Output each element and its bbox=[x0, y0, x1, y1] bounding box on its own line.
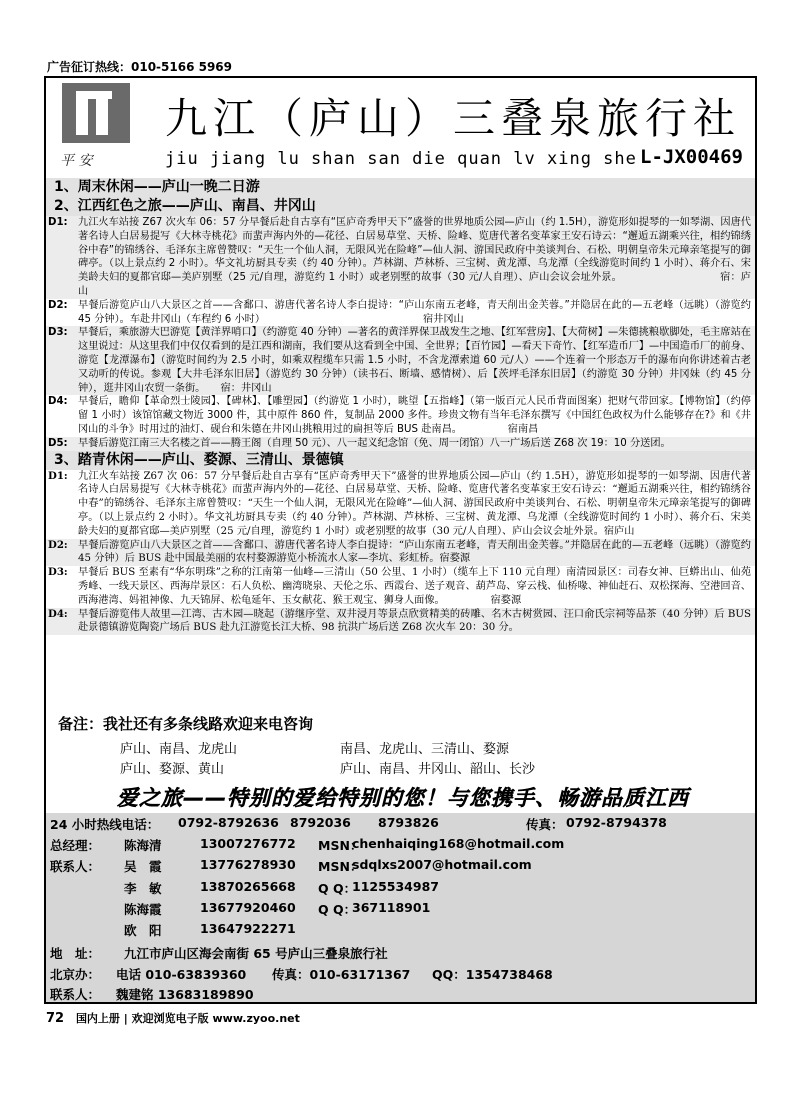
license-number: L-JX00469 bbox=[640, 146, 743, 168]
address: 九江市庐山区海会南街 65 号庐山三叠泉旅行社 bbox=[124, 946, 388, 961]
contact-im[interactable]: 1125534987 bbox=[352, 879, 439, 894]
day-label: D1: bbox=[48, 217, 68, 228]
contact-im-label: MSN： bbox=[318, 859, 363, 874]
seal-text: 平 安 bbox=[60, 153, 93, 169]
day-item bbox=[46, 608, 755, 636]
day-text: 早餐后，乘旅游大巴游览【黄洋界哨口】（约游览 40 分钟）—著名的黄洋界保卫战发生之地、【红军营房】、【大荷树】—朱德挑粮歇脚处，毛主席站在这里说过：从这里我们中仅仅看到的是江西和湖南，我们要从这看到全中国、全世界；【百竹园】—看天下奇竹、【红军造币厂】—中国造币厂的前身、游览【龙潭瀑布】（游览时间约为 2.5 小时，如乘双程缆车只需 1.5 小时，不含龙潭索道 60 元/人）——个连着一个形态万千的瀑布向你讲述着古老又动听的传说。参观【大井毛泽东旧居】（游览约 30 分钟）（读书石、断墙、感情树）、后【茨坪毛泽东旧居】（约游览 30 分钟）井冈妹（约 45 分钟），逛井冈山农贸一条街。 宿：井冈山 bbox=[78, 327, 751, 394]
day-text: 九江火车站接 Z67 次火车 06：57 分早餐后赴自古享有“匡庐奇秀甲天下”盛誉的世界地质公园—庐山（约 1.5H），游览形如提琴的一如琴湖、因唐代著名诗人白居易提写《大林寺桃花》而蜚声海内外的—花径、白居易草堂、天桥、险峰、览唐代著名变革家王安石诗云：“邂逅五湖乘兴往，相约锦绣谷中春”的锦绣谷、毛泽东主席曾赞叹：“天生一个仙人洞，无限风光在险峰”—仙人洞、游国民政府中美谈判台、石松、明朝皇帝朱元璋亲笔提写的御碑亭。（以上景点约 2 小时）。华文礼坊厨具专卖（约 40 分钟）。芦林湖、芦林桥、三宝树、黄龙潭、乌龙潭（全线游览时间约 1 小时）、蒋介石、宋美龄夫妇的夏都官邸—美庐别墅（25 元/自理，游览约 1 小时）或老别墅的故事（30 元/人自理）、庐山会议会址外景。 宿：庐山 bbox=[78, 217, 751, 297]
day-label: D3: bbox=[48, 566, 68, 579]
day-item bbox=[46, 326, 755, 395]
hotline-label: 24 小时热线电话： bbox=[50, 817, 160, 832]
day-text: 早餐后，瞻仰【革命烈士陵园】、【碑林】、【雕塑园】（约游览 1 小时），眺望【五指峰】（第一版百元人民币背面图案）把财气带回家。【博物馆】（约停留 1 小时）该馆馆藏文物近 3000 件，其中原件 860 件，复制品 2000 多件。珍贵文物有当年毛泽东撰写《中国红色政权为什么能够存在?》和《井冈山的斗争》时用过的油灯、砚台和朱德在井冈山挑粮用过的扁担等后 BUS 赴南昌。 宿南昌 bbox=[78, 396, 751, 435]
route-suggestion: 南昌、龙虎山、三清山、婺源 bbox=[340, 742, 510, 757]
contact-phone[interactable]: 13677920460 bbox=[200, 900, 296, 915]
ad-hotline: 广告征订热线：010-5166 5969 bbox=[47, 60, 233, 74]
footer-tagline: 欢迎浏览电子版 bbox=[131, 1012, 209, 1025]
day-text: 九江火车站接 Z67 次 06：57 分早餐后赴自古享有“匡庐奇秀甲天下”盛誉的世界地质公园—庐山（约 1.5H），游览形如提琴的一如琴湖、因唐代著名诗人白居易提写《大林寺桃花》而蜚声海内外的—花径、白居易草堂、天桥、险峰、览唐代著名变革家王安石诗云：“邂逅五湖乘兴往，相约锦绣谷中春”的锦绣谷、毛泽东主席曾赞叹：“天生一个仙人洞，无限风光在险峰”—仙人洞、游国民政府中美谈判台、石松、明朝皇帝朱元璋亲笔提写的御碑亭。（以上景点约 2 小时）。华文礼坊厨具专卖（约 40 分钟）。芦林湖、芦林桥、三宝树、黄龙潭、乌龙潭（全线游览时间约 1 小时）、蒋介石、宋美龄夫妇的夏都官邸—美庐别墅（25 元/自理，游览约 1 小时）或老别墅的故事（30 元/人自理）、庐山会议会址外景。宿庐山 bbox=[78, 470, 751, 537]
day-label: D4: bbox=[48, 607, 68, 620]
day-item bbox=[46, 216, 755, 299]
gm-msn[interactable]: chenhaiqing168@hotmail.com bbox=[352, 836, 565, 851]
day-item bbox=[46, 299, 755, 327]
day-item bbox=[46, 437, 755, 451]
hotline-number[interactable]: 8793826 bbox=[378, 815, 439, 830]
day-item bbox=[46, 395, 755, 436]
company-pinyin: jiu jiang lu shan san die quan lv xing she bbox=[165, 149, 637, 169]
day-text: 早餐后游览庐山八大景区之首——含鄱口、游唐代著名诗人李白提诗：“庐山东南五老峰，青天削出金芙蓉。”并隐居在此的—五老峰（远眺）（游览约 45 分钟）。车赴井冈山（车程约 6 小时） 宿井冈山 bbox=[78, 299, 751, 325]
footer-section: 国内上册 bbox=[75, 1012, 120, 1025]
contact-phone[interactable]: 13776278930 bbox=[200, 857, 296, 872]
day-label: D5: bbox=[48, 437, 68, 449]
contact-label: 联系人： bbox=[50, 859, 101, 874]
page-number: 72 bbox=[46, 1011, 65, 1026]
route-title: 3、踏青休闲——庐山、婺源、三清山、景德镇 bbox=[46, 451, 755, 470]
company-name: 九江（庐山）三叠泉旅行社 bbox=[165, 94, 742, 143]
gm-name: 陈海清 bbox=[124, 838, 162, 853]
fax-label: 传真： bbox=[526, 817, 564, 832]
contact-im[interactable]: 367118901 bbox=[352, 900, 431, 915]
beijing-phone[interactable]: 电话 010-63839360 bbox=[116, 967, 247, 982]
route-title: 1、周末休闲——庐山一晚二日游 bbox=[46, 178, 755, 197]
gm-phone[interactable]: 13007276772 bbox=[200, 836, 296, 851]
contact-name: 欧 阳 bbox=[124, 923, 162, 938]
address-label: 地 址： bbox=[50, 946, 101, 961]
footer-separator: | bbox=[123, 1012, 128, 1025]
contact-im-label: Q Q： bbox=[318, 902, 357, 917]
company-logo bbox=[62, 83, 130, 143]
day-text: 早餐后游览庐山八大景区之首——含鄱口、游唐代著名诗人李白提诗：“庐山东南五老峰，青天削出金芙蓉。”并隐居在此的—五老峰（远眺）（游览约 45 分钟）后 BUS 赴中国最美丽的农村婺源游览小桥流水人家—李坑、彩虹桥。宿婺源 bbox=[78, 539, 751, 565]
contact-name: 陈海霞 bbox=[124, 902, 162, 917]
route-list bbox=[46, 178, 755, 635]
route-title: 2、江西红色之旅——庐山、南昌、井冈山 bbox=[46, 197, 755, 216]
beijing-qq[interactable]: QQ：1354738468 bbox=[432, 967, 553, 982]
beijing-label: 北京办： bbox=[50, 967, 101, 982]
day-item bbox=[46, 470, 755, 539]
note-title: 备注：我社还有多条线路欢迎来电咨询 bbox=[58, 715, 314, 733]
contact-im[interactable]: sdqlxs2007@hotmail.com bbox=[352, 857, 532, 872]
beijing-fax: 传真：010-63171367 bbox=[272, 967, 411, 982]
fax-number: 0792-8794378 bbox=[566, 815, 667, 830]
day-label: D3: bbox=[48, 327, 68, 339]
day-label: D4: bbox=[48, 396, 68, 408]
hotline-number[interactable]: 0792-8792636 bbox=[178, 815, 279, 830]
day-text: 早餐后 BUS 至素有“华东明珠”之称的江南第一仙峰—三清山（50 公里、1 小时）（缆车上下 110 元自理）南清园景区：司春女神、巨蟒出山、仙苑秀峰、一线天景区、西海岸景区：石人负松、幽湾晓泉、天伦之乐、西霞台、送子观音、葫芦岛、穿云栈、仙桥喙、神仙赶石、双松探海、空港回音、西海港湾、妈祖神像、九天锦屏、松龟延年、玉女献花、猴王观宝、狮身人面像。 宿婺源 bbox=[78, 567, 751, 606]
footer bbox=[46, 1010, 300, 1026]
contact-name: 李 敏 bbox=[124, 881, 162, 896]
route-suggestion: 庐山、南昌、龙虎山 bbox=[120, 742, 238, 757]
gm-label: 总经理： bbox=[50, 838, 101, 853]
day-text: 早餐后游览江南三大名楼之首——腾王阁（自理 50 元）、八一起义纪念馆（免、周一闭馆）八一广场后送 Z68 次 19：10 分送团。 bbox=[78, 437, 671, 449]
contact-im-label: Q Q： bbox=[318, 881, 357, 896]
contact-phone[interactable]: 13870265668 bbox=[200, 879, 296, 894]
day-label: D2: bbox=[48, 299, 68, 311]
footer-url[interactable]: www.zyoo.net bbox=[212, 1012, 300, 1025]
bj-contact: 魏建铭 13683189890 bbox=[116, 987, 254, 1002]
msn-label: MSN： bbox=[318, 838, 363, 853]
route-suggestion: 庐山、婺源、黄山 bbox=[120, 762, 225, 777]
contact-phone[interactable]: 13647922271 bbox=[200, 921, 296, 936]
day-item bbox=[46, 566, 755, 607]
day-label: D2: bbox=[48, 538, 68, 551]
day-item bbox=[46, 539, 755, 567]
slogan: 爱之旅——特别的爱给特别的您！与您携手、畅游品质江西 bbox=[117, 786, 689, 810]
contact-name: 吴 霞 bbox=[124, 859, 162, 874]
day-text: 早餐后游览伟人故里—江湾、古木园—晓起（游继序堂、双井浸月等景点欣赏精美的砖雕、名木古树赏园、汪口俞氏宗祠等品茶（40 分钟）后 BUS 赴景德镇游览陶瓷广场后 BUS 赴九江游览长江大桥、98 抗洪广场后送 Z68 次火车 20：30 分。 bbox=[78, 608, 751, 634]
day-label: D1: bbox=[48, 469, 68, 482]
route-suggestion: 庐山、南昌、井冈山、韶山、长沙 bbox=[340, 762, 536, 777]
hotline-number[interactable]: 8792036 bbox=[290, 815, 351, 830]
bj-contact-label: 联系人： bbox=[50, 987, 101, 1002]
